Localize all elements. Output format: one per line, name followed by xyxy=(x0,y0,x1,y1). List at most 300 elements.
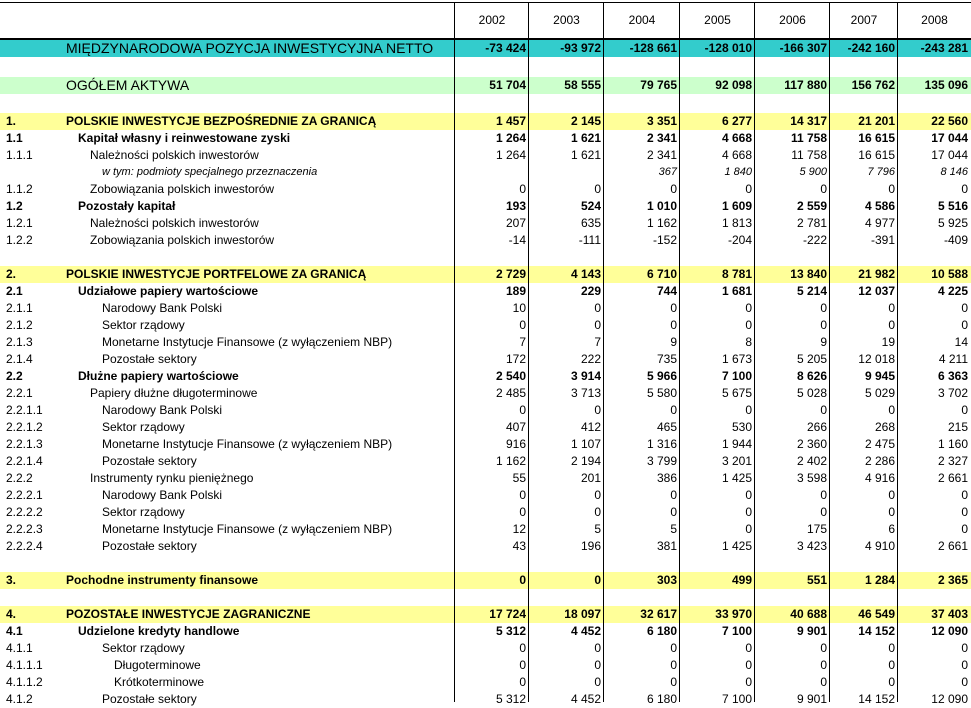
row-label: Sektor rządowy xyxy=(102,420,185,434)
value-cell-2003: 18 097 xyxy=(564,607,601,621)
value-cell-2007: 0 xyxy=(888,488,895,502)
value-cell-2005: 8 781 xyxy=(721,267,752,281)
row-code: 2.2.2.1 xyxy=(6,488,43,502)
value-cell-2007: -391 xyxy=(870,233,895,247)
year-header-2003: 2003 xyxy=(553,13,580,27)
value-cell-2002: 7 xyxy=(519,335,526,349)
value-cell-2004: 0 xyxy=(670,658,677,672)
row-label: Pozostałe sektory xyxy=(102,539,197,553)
table-row xyxy=(0,538,971,555)
value-cell-2007: 0 xyxy=(888,505,895,519)
row-label: Zobowiązania polskich inwestorów xyxy=(90,233,275,247)
table-row xyxy=(0,147,971,164)
table-row xyxy=(0,113,971,130)
value-cell-2006: 9 901 xyxy=(796,624,827,638)
value-cell-2006: 0 xyxy=(820,318,827,332)
value-cell-2002: 207 xyxy=(505,216,526,230)
table-row xyxy=(0,623,971,640)
value-cell-2006: 3 598 xyxy=(796,471,827,485)
table-row xyxy=(0,198,971,215)
value-cell-2004: 0 xyxy=(670,675,677,689)
value-cell-2002: 1 264 xyxy=(495,148,526,162)
value-cell-2004: 3 799 xyxy=(646,454,677,468)
value-cell-2003: 524 xyxy=(580,199,601,213)
year-header-2007: 2007 xyxy=(850,13,878,27)
value-cell-2007: 268 xyxy=(874,420,895,434)
value-cell-2004: 2 341 xyxy=(646,131,677,145)
row-code: 2.2 xyxy=(6,369,23,383)
value-cell-2007: 4 586 xyxy=(864,199,895,213)
value-cell-2008: 0 xyxy=(961,318,968,332)
value-cell-2002: 407 xyxy=(505,420,526,434)
value-cell-2008: 2 661 xyxy=(937,539,968,553)
value-cell-2007: 14 152 xyxy=(858,624,895,638)
value-cell-2006: 0 xyxy=(820,488,827,502)
value-cell-2008: 22 560 xyxy=(931,114,968,128)
table-row xyxy=(0,487,971,504)
table-row xyxy=(0,130,971,147)
row-label: MIĘDZYNARODOWA POZYCJA INWESTYCYJNA NETTO xyxy=(66,40,434,56)
value-cell-2003: 1 621 xyxy=(570,148,601,162)
value-cell-2005: 1 425 xyxy=(721,471,752,485)
table-row xyxy=(0,436,971,453)
row-label: Pozostałe sektory xyxy=(102,692,197,706)
value-cell-2007: 46 549 xyxy=(858,607,895,621)
row-label: Papiery dłużne długoterminowe xyxy=(90,386,258,400)
value-cell-2008: 1 160 xyxy=(937,437,968,451)
table-row xyxy=(0,317,971,334)
column-divider xyxy=(679,2,680,702)
value-cell-2007: 1 284 xyxy=(864,573,895,587)
value-cell-2003: 3 713 xyxy=(570,386,601,400)
value-cell-2005: 0 xyxy=(745,488,752,502)
value-cell-2002: 5 312 xyxy=(495,692,526,706)
row-label: Pozostały kapitał xyxy=(78,199,176,213)
row-label: Instrumenty rynku pieniężnego xyxy=(90,471,254,485)
value-cell-2007: 2 286 xyxy=(864,454,895,468)
value-cell-2005: 0 xyxy=(745,522,752,536)
value-cell-2008: 0 xyxy=(961,488,968,502)
row-label: POZOSTAŁE INWESTYCJE ZAGRANICZNE xyxy=(66,607,311,621)
value-cell-2006: 40 688 xyxy=(790,607,827,621)
row-label: POLSKIE INWESTYCJE PORTFELOWE ZA GRANICĄ xyxy=(66,267,367,281)
value-cell-2002: 916 xyxy=(505,437,526,451)
value-cell-2004: 0 xyxy=(670,641,677,655)
row-code: 2.2.2.3 xyxy=(6,522,43,536)
value-cell-2003: 196 xyxy=(580,539,601,553)
value-cell-2003: 4 452 xyxy=(570,624,601,638)
row-code: 2.1.2 xyxy=(6,318,33,332)
header-bottom-border xyxy=(0,38,971,40)
value-cell-2006: 0 xyxy=(820,641,827,655)
row-label: Narodowy Bank Polski xyxy=(102,488,223,502)
value-cell-2007: 0 xyxy=(888,182,895,196)
value-cell-2005: 530 xyxy=(731,420,752,434)
row-code: 2.2.2.2 xyxy=(6,505,43,519)
row-code: 2.1.4 xyxy=(6,352,33,366)
row-code: 2.2.1 xyxy=(6,386,33,400)
column-divider xyxy=(897,2,898,702)
value-cell-2007: 0 xyxy=(888,641,895,655)
value-cell-2003 xyxy=(529,164,604,181)
value-cell-2005: 4 668 xyxy=(721,131,752,145)
row-label: Monetarne Instytucje Finansowe (z wyłączeniem NBP) xyxy=(102,522,393,536)
value-cell-2003: -111 xyxy=(578,233,601,247)
column-divider xyxy=(829,2,830,702)
value-cell-2008: 12 090 xyxy=(931,692,968,706)
value-cell-2005: 1 609 xyxy=(721,199,752,213)
row-code xyxy=(0,40,66,57)
value-cell-2002: 1 162 xyxy=(495,454,526,468)
value-cell-2004: 367 xyxy=(658,166,677,178)
row-label: Narodowy Bank Polski xyxy=(102,301,223,315)
row-code: 1.2 xyxy=(6,199,23,213)
table-row xyxy=(0,521,971,538)
value-cell-2004: -128 661 xyxy=(629,41,677,55)
value-cell-2006: 2 402 xyxy=(796,454,827,468)
value-cell-2005: 0 xyxy=(745,641,752,655)
table-row xyxy=(0,368,971,385)
value-cell-2004: 5 xyxy=(670,522,677,536)
value-cell-2002: 51 704 xyxy=(489,78,526,92)
row-code: 2.2.1.2 xyxy=(6,420,43,434)
table-row xyxy=(0,402,971,419)
value-cell-2003: 0 xyxy=(594,658,601,672)
value-cell-2003: 58 555 xyxy=(564,78,601,92)
row-label: Narodowy Bank Polski xyxy=(102,403,223,417)
value-cell-2008: 8 146 xyxy=(940,166,968,178)
value-cell-2004: -152 xyxy=(652,233,677,247)
table-row xyxy=(0,674,971,691)
row-code: 2.2.2 xyxy=(6,471,33,485)
row-label: Pozostałe sektory xyxy=(102,352,197,366)
value-cell-2005: 1 813 xyxy=(721,216,752,230)
row-label: Udziałowe papiery wartościowe xyxy=(78,284,259,298)
value-cell-2007: 0 xyxy=(888,403,895,417)
row-label: Monetarne Instytucje Finansowe (z wyłączeniem NBP) xyxy=(102,335,393,349)
value-cell-2002: 0 xyxy=(519,573,526,587)
value-cell-2004: 735 xyxy=(656,352,677,366)
value-cell-2006: 11 758 xyxy=(791,148,827,162)
value-cell-2002: 0 xyxy=(519,318,526,332)
value-cell-2002: -14 xyxy=(508,233,526,247)
row-code: 1.1 xyxy=(6,131,23,145)
table-row xyxy=(0,283,971,300)
row-code: 2.2.2.4 xyxy=(6,539,43,553)
value-cell-2003: 3 914 xyxy=(570,369,601,383)
value-cell-2008: 17 044 xyxy=(931,131,968,145)
value-cell-2008: 0 xyxy=(961,675,968,689)
value-cell-2008: 12 090 xyxy=(931,624,968,638)
table-row xyxy=(0,266,971,283)
value-cell-2002: 2 540 xyxy=(495,369,526,383)
value-cell-2007: 156 762 xyxy=(851,78,895,92)
table-row xyxy=(0,40,971,57)
row-code: 1.2.1 xyxy=(6,216,33,230)
value-cell-2006: 9 xyxy=(820,335,827,349)
value-cell-2008: 0 xyxy=(961,182,968,196)
value-cell-2005: 5 675 xyxy=(721,386,752,400)
value-cell-2008: 5 925 xyxy=(937,216,968,230)
value-cell-2002: 2 729 xyxy=(495,267,526,281)
row-label: Udzielone kredyty handlowe xyxy=(78,624,240,638)
value-cell-2003: 0 xyxy=(594,573,601,587)
value-cell-2008: 0 xyxy=(961,658,968,672)
value-cell-2003: 0 xyxy=(594,488,601,502)
value-cell-2007: 6 xyxy=(888,522,895,536)
row-code: 2.2.1.4 xyxy=(6,454,43,468)
table-row xyxy=(0,453,971,470)
value-cell-2006: 2 360 xyxy=(796,437,827,451)
value-cell-2005: 0 xyxy=(745,505,752,519)
row-label: Sektor rządowy xyxy=(102,318,185,332)
value-cell-2005: 1 840 xyxy=(724,166,752,178)
value-cell-2005: 7 100 xyxy=(721,624,752,638)
value-cell-2007: 0 xyxy=(888,658,895,672)
value-cell-2002: 1 264 xyxy=(495,131,526,145)
value-cell-2006: 0 xyxy=(820,403,827,417)
value-cell-2002: 193 xyxy=(505,199,526,213)
value-cell-2003: 1 621 xyxy=(570,131,601,145)
value-cell-2004: 303 xyxy=(656,573,677,587)
table-row xyxy=(0,419,971,436)
value-cell-2008: 4 225 xyxy=(937,284,968,298)
column-divider xyxy=(754,2,755,702)
table-row xyxy=(0,640,971,657)
row-code: 2.2.1.1 xyxy=(6,403,43,417)
value-cell-2005: -204 xyxy=(727,233,752,247)
row-label: Krótkoterminowe xyxy=(114,675,205,689)
value-cell-2003: 222 xyxy=(580,352,601,366)
value-cell-2006: 117 880 xyxy=(784,78,827,92)
value-cell-2005: 1 425 xyxy=(721,539,752,553)
value-cell-2006: 13 840 xyxy=(790,267,827,281)
value-cell-2005: 0 xyxy=(745,403,752,417)
value-cell-2003: 0 xyxy=(594,182,601,196)
row-label: Pochodne instrumenty finansowe xyxy=(66,573,259,587)
column-divider xyxy=(454,2,455,702)
table-row xyxy=(0,181,971,198)
value-cell-2004: 0 xyxy=(670,301,677,315)
value-cell-2006: 5 214 xyxy=(796,284,827,298)
value-cell-2004: 744 xyxy=(656,284,677,298)
value-cell-2006: 0 xyxy=(820,505,827,519)
year-header-2005: 2005 xyxy=(704,13,731,27)
value-cell-2004: 9 xyxy=(670,335,677,349)
value-cell-2002: 10 xyxy=(512,301,526,315)
value-cell-2005: -128 010 xyxy=(704,41,752,55)
table-row xyxy=(0,606,971,623)
value-cell-2003: 1 107 xyxy=(570,437,601,451)
value-cell-2008: 3 702 xyxy=(937,386,968,400)
value-cell-2005: 6 277 xyxy=(721,114,752,128)
value-cell-2005: 0 xyxy=(745,182,752,196)
value-cell-2003: 0 xyxy=(594,505,601,519)
value-cell-2002: 0 xyxy=(519,641,526,655)
row-code: 4.1 xyxy=(6,624,23,638)
table-row xyxy=(0,300,971,317)
value-cell-2006: 551 xyxy=(806,573,827,587)
row-label: Długoterminowe xyxy=(114,658,201,672)
value-cell-2007: 9 945 xyxy=(864,369,895,383)
value-cell-2003: 2 145 xyxy=(570,114,601,128)
value-cell-2003: 4 143 xyxy=(570,267,601,281)
value-cell-2008: 0 xyxy=(961,522,968,536)
value-cell-2007: 5 029 xyxy=(864,386,895,400)
value-cell-2002: 2 485 xyxy=(495,386,526,400)
row-code: 4.1.1.2 xyxy=(6,675,43,689)
value-cell-2002: 189 xyxy=(505,284,526,298)
value-cell-2003: 4 452 xyxy=(570,692,601,706)
value-cell-2003: 0 xyxy=(594,301,601,315)
value-cell-2007: 21 201 xyxy=(858,114,895,128)
table-row xyxy=(0,351,971,368)
row-code: 1.1.2 xyxy=(6,182,33,196)
value-cell-2004: 6 180 xyxy=(646,624,677,638)
value-cell-2005: 1 944 xyxy=(721,437,752,451)
table-row xyxy=(0,504,971,521)
value-cell-2006: 8 626 xyxy=(796,369,827,383)
row-code: 4.1.1.1 xyxy=(6,658,43,672)
value-cell-2006: 2 781 xyxy=(796,216,827,230)
value-cell-2002 xyxy=(455,164,529,181)
row-code: 3. xyxy=(6,573,17,587)
value-cell-2007: 16 615 xyxy=(858,131,895,145)
value-cell-2008: 6 363 xyxy=(937,369,968,383)
value-cell-2005: 4 668 xyxy=(721,148,752,162)
value-cell-2007: -242 160 xyxy=(847,41,895,55)
value-cell-2006: 2 559 xyxy=(796,199,827,213)
value-cell-2008: -243 281 xyxy=(920,41,968,55)
value-cell-2002: 0 xyxy=(519,675,526,689)
value-cell-2006: 5 900 xyxy=(799,166,827,178)
value-cell-2002: 55 xyxy=(512,471,526,485)
value-cell-2004: 465 xyxy=(656,420,677,434)
row-code: 2.1 xyxy=(6,284,23,298)
row-label: Dłużne papiery wartościowe xyxy=(78,369,239,383)
value-cell-2004: 2 341 xyxy=(646,148,677,162)
value-cell-2005: 0 xyxy=(745,675,752,689)
value-cell-2005: 33 970 xyxy=(715,607,752,621)
row-label: POLSKIE INWESTYCJE BEZPOŚREDNIE ZA GRANICĄ xyxy=(66,114,377,128)
value-cell-2004: 0 xyxy=(670,488,677,502)
row-code xyxy=(0,164,66,181)
table-row xyxy=(0,334,971,351)
row-label: Kapitał własny i reinwestowane zyski xyxy=(78,131,291,145)
table-row xyxy=(0,164,971,181)
value-cell-2007: 0 xyxy=(888,318,895,332)
table-row xyxy=(0,385,971,402)
value-cell-2006: 175 xyxy=(806,522,827,536)
value-cell-2006: 0 xyxy=(820,182,827,196)
value-cell-2004: 3 351 xyxy=(646,114,677,128)
value-cell-2004: 79 765 xyxy=(640,78,677,92)
row-label: Zobowiązania polskich inwestorów xyxy=(90,182,275,196)
row-code: 2.1.3 xyxy=(6,335,33,349)
row-code: 4.1.1 xyxy=(6,641,33,655)
value-cell-2008: 5 516 xyxy=(937,199,968,213)
value-cell-2003: 0 xyxy=(594,675,601,689)
row-label: Sektor rządowy xyxy=(102,641,185,655)
value-cell-2008: 10 588 xyxy=(931,267,968,281)
value-cell-2007: 14 152 xyxy=(858,692,895,706)
value-cell-2003: 2 194 xyxy=(570,454,601,468)
value-cell-2007: 19 xyxy=(881,335,895,349)
year-header-2008: 2008 xyxy=(921,13,948,27)
value-cell-2002: 5 312 xyxy=(495,624,526,638)
row-code: 1.2.2 xyxy=(6,233,33,247)
value-cell-2004: 0 xyxy=(670,182,677,196)
year-header-2002: 2002 xyxy=(478,13,506,27)
value-cell-2002: 17 724 xyxy=(489,607,526,621)
value-cell-2008: 2 365 xyxy=(937,573,968,587)
value-cell-2002: 1 457 xyxy=(495,114,526,128)
column-divider xyxy=(603,2,604,702)
value-cell-2008: 17 044 xyxy=(931,148,968,162)
value-cell-2006: 14 317 xyxy=(790,114,827,128)
value-cell-2006: 266 xyxy=(806,420,827,434)
value-cell-2005: 499 xyxy=(731,573,752,587)
value-cell-2008: 0 xyxy=(961,301,968,315)
value-cell-2004: 32 617 xyxy=(640,607,677,621)
value-cell-2007: 0 xyxy=(888,301,895,315)
value-cell-2004: 5 966 xyxy=(646,369,677,383)
value-cell-2003: 412 xyxy=(580,420,601,434)
value-cell-2005: 92 098 xyxy=(715,78,752,92)
value-cell-2004: 6 180 xyxy=(646,692,677,706)
table-row xyxy=(0,232,971,249)
value-cell-2007: 21 982 xyxy=(858,267,895,281)
value-cell-2005: 8 xyxy=(745,335,752,349)
row-code: 4. xyxy=(6,607,17,621)
value-cell-2007: 4 977 xyxy=(864,216,895,230)
value-cell-2007: 0 xyxy=(888,675,895,689)
value-cell-2003: 0 xyxy=(594,641,601,655)
value-cell-2004: 6 710 xyxy=(646,267,677,281)
row-label: Należności polskich inwestorów xyxy=(90,216,259,230)
value-cell-2007: 16 615 xyxy=(858,148,895,162)
table-row xyxy=(0,572,971,589)
value-cell-2004: 1 316 xyxy=(646,437,677,451)
value-cell-2005: 1 681 xyxy=(721,284,752,298)
value-cell-2003: 229 xyxy=(580,284,601,298)
value-cell-2002: 0 xyxy=(519,488,526,502)
value-cell-2008: 2 661 xyxy=(937,471,968,485)
value-cell-2006: 9 901 xyxy=(796,692,827,706)
value-cell-2008: 14 xyxy=(954,335,968,349)
table-row xyxy=(0,215,971,232)
value-cell-2008: 0 xyxy=(961,505,968,519)
row-code: 4.1.2 xyxy=(6,692,33,706)
value-cell-2004: 0 xyxy=(670,505,677,519)
row-label: Sektor rządowy xyxy=(102,505,185,519)
value-cell-2005: 7 100 xyxy=(721,369,752,383)
value-cell-2006: 0 xyxy=(820,675,827,689)
value-cell-2008: 4 211 xyxy=(938,352,968,366)
value-cell-2007: 2 475 xyxy=(864,437,895,451)
value-cell-2006: 3 423 xyxy=(796,539,827,553)
value-cell-2006: -222 xyxy=(802,233,827,247)
value-cell-2005: 0 xyxy=(745,301,752,315)
header-top-border xyxy=(0,2,971,3)
value-cell-2007: 4 910 xyxy=(864,539,895,553)
row-code: 2.2.1.3 xyxy=(6,437,43,451)
table-row xyxy=(0,77,971,94)
value-cell-2002: 172 xyxy=(505,352,526,366)
row-label: Należności polskich inwestorów xyxy=(90,148,259,162)
value-cell-2004: 5 580 xyxy=(646,386,677,400)
row-code: 2.1.1 xyxy=(6,301,33,315)
